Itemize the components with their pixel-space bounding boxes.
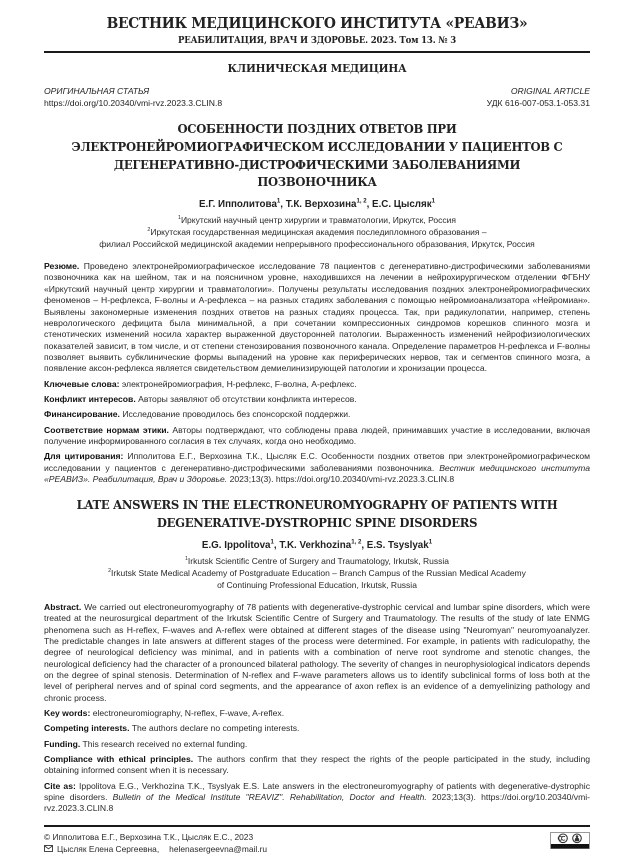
ru-keywords-text: электронейромиография, Н-рефлекс, F-волна, А-рефлекс. — [121, 378, 357, 389]
en-funding — [44, 739, 590, 750]
doi-link[interactable]: https://doi.org/10.20340/vmi-rvz.2023.3.CLIN.8 — [44, 97, 223, 108]
journal-issue-subtitle: РЕАБИЛИТАЦИЯ, ВРАЧ И ЗДОРОВЬЕ. 2023. Том 13. № 3 — [178, 35, 456, 46]
author-affiliation-mark: 1 — [431, 198, 435, 205]
ru-abstract — [44, 261, 590, 374]
affiliation-line: of Continuing Professional Education, Irkutsk, Russia — [217, 579, 417, 590]
envelope-icon — [44, 843, 53, 856]
author-name: E.G. Ippolitova — [201, 539, 271, 551]
ru-ethics — [44, 425, 590, 448]
ru-citation-journal: Вестник медицинского института «РЕАВИЗ». Реабилитация, Врач и Здоровье. — [44, 462, 590, 484]
ru-funding-label: Финансирование. — [44, 409, 120, 420]
ru-paragraphs — [44, 261, 590, 485]
meta-right — [487, 86, 590, 109]
en-compliance — [44, 754, 590, 777]
correspondence-line — [44, 843, 267, 856]
article-type-en: ORIGINAL ARTICLE — [510, 86, 590, 96]
footer-rule — [44, 825, 590, 827]
affiliation-line: $^2$Иркутская государственная медицинская академия последипломного образования – — [147, 227, 487, 237]
author-name: E.S. Tsyslyak — [366, 539, 429, 551]
article-title-en: LATE ANSWERS IN THE ELECTRONEUROMYOGRAPHY OF PATIENTS WITH DEGENERATIVE-DYSTROPHIC SPINE DISORDERS — [76, 498, 558, 530]
correspondent-email[interactable]: helenasergeevna@mail.ru — [169, 844, 268, 855]
en-funding-label: Funding. — [44, 738, 81, 749]
en-compliance-label: Compliance with ethical principles. — [44, 754, 194, 764]
ru-conflict — [44, 394, 590, 405]
ru-conflict-text: Авторы заявляют об отсутствии конфликта интересов. — [138, 393, 357, 404]
en-competing-label: Competing interests. — [44, 723, 130, 734]
en-funding-text: This research received no external funding. — [82, 738, 248, 749]
affiliation-mark: 1 — [178, 215, 181, 222]
en-citation — [44, 781, 590, 815]
article-type-ru: ОРИГИНАЛЬНАЯ СТАТЬЯ — [44, 86, 150, 96]
affiliation-line: $^1$Иркутский научный центр хирургии и травматологии, Иркутск, Россия — [178, 214, 456, 225]
ru-ethics-label: Соответствие нормам этики. — [44, 424, 169, 435]
ru-ethics-text: Авторы подтверждают, что соблюдены права людей, принимавших участие в исследовании, включая получение информированного согласия в тех случаях, когда оно необходимо. — [44, 424, 590, 446]
ru-abstract-label: Резюме. — [44, 261, 80, 272]
affiliation-mark: 2 — [147, 227, 151, 234]
affiliation-line: $^1$Irkutsk Scientific Centre of Surgery and Traumatology, Irkutsk, Russia — [184, 555, 450, 566]
author-affiliation-mark: 1, 2 — [356, 198, 367, 205]
affiliations-en — [44, 555, 590, 591]
author-name: Е.Г. Ипполитова — [199, 198, 277, 210]
footer-text — [44, 831, 267, 856]
english-block — [44, 497, 590, 814]
en-citation-label: Cite as: — [44, 780, 76, 791]
ru-keywords-label: Ключевые слова: — [44, 378, 120, 389]
author-name: T.K. Verkhozina — [279, 539, 352, 551]
author-name: Е.С. Цысляк — [372, 198, 432, 210]
ru-citation-post: 2023;13(3). https://doi.org/10.20340/vmi-rvz.2023.3.CLIN.8 — [229, 473, 455, 484]
authors-en: E.G. Ippolitova$^1$, T.K. Verkhozina$^{1, 2}$, E.S. Tsyslyak$^1$ — [201, 539, 433, 551]
ru-abstract-text: Проведено электронейромиографическое исследование 78 пациентов с дегенеративно-дистрофическими заболеваниями позвоночника как на шейном, так и на поясничном уровне, находившихся на лечении в нейрохирургическом отделении ФГБНУ «Иркутский научный центр хирургии и травматологии». Получены результаты исследования поздних электронейромиографических феноменов – Н-рефлекса, F-волны и А-рефлекса – на разных стадиях заболевания с помощью нейромиоанализатора «Нейромиан». Выявлены закономерные изменения поздних ответов на разных стадиях процесса. Так, при радикулопатии, например, степень неврологического дефицита была минимальной, а при сочетании компрессионных синдромов корешков спинного мозга и стенотических изменений носила характер выраженной двусторонней патологии. Выраженность изменений нейрофизиологических показателей зависит, в том числе, и от степени стенозирования позвоночного канала. Определение параметров Н-рефлекса и F-волны позволяет выявить субклинические формы выпадений на уровне как периферических нервов, так и сегментов спинного мозга, а появление аксон-рефлекса является свидетельством демиелинизирующей патологии и хронизации процесса. — [44, 261, 591, 374]
en-citation-pre: Ippolitova E.G., Verkhozina T.K., Tsyslyak E.S. Late answers in the electroneuromyography of patients with degenerative-dystrophic spine disorders. — [44, 780, 590, 803]
journal-title: ВЕСТНИК МЕДИЦИНСКОГО ИНСТИТУТА «РЕАВИЗ» — [106, 14, 528, 32]
en-keywords — [44, 708, 590, 719]
ru-funding-text: Исследование проводилось без спонсорской поддержки. — [122, 409, 351, 420]
en-compliance-text: The authors confirm that they respect the rights of the people participated in the study, including obtaining informed consent when it is necessary. — [44, 754, 590, 776]
correspondent-name: Цысляк Елена Сергеевна, — [57, 844, 160, 855]
header-rule — [44, 51, 590, 53]
ru-citation-label: Для цитирования: — [44, 451, 124, 462]
udk-code: УДК 616-007-053.1-053.31 — [486, 97, 590, 108]
ru-citation — [44, 451, 590, 485]
affiliation-mark: 2 — [108, 567, 112, 574]
en-abstract — [44, 602, 590, 704]
ru-funding — [44, 409, 590, 420]
affiliation-mark: 1 — [184, 555, 188, 562]
en-competing — [44, 723, 590, 734]
article-meta-row — [44, 86, 590, 109]
author-affiliation-mark: 1 — [270, 539, 274, 546]
page-footer — [44, 825, 590, 856]
en-keywords-text: electroneuromiography, N-reflex, F-wave, A-reflex. — [92, 707, 285, 718]
cc-by-license-badge[interactable] — [550, 832, 590, 854]
author-name: Т.К. Верхозина — [285, 198, 357, 210]
ru-citation-pre: Ипполитова Е.Г., Верхозина Т.К., Цысляк Е.С. Особенности поздних ответов при электронейромиографическом исследовании у пациентов с дегенеративно-дистрофическими заболеваниями позвоночника. — [44, 451, 591, 473]
authors-ru: Е.Г. Ипполитова$^1$, Т.К. Верхозина$^{1, 2}$, Е.С. Цысляк$^1$ — [199, 198, 435, 210]
affiliation-line: $^2$Irkutsk State Medical Academy of Postgraduate Education – Branch Campus of the Russian Medical Academy — [108, 567, 526, 578]
en-citation-journal: Bulletin of the Medical Institute "REAVIZ". Rehabilitation, Doctor and Health. — [112, 792, 427, 803]
ru-conflict-label: Конфликт интересов. — [44, 393, 136, 404]
article-title-ru: ОСОБЕННОСТИ ПОЗДНИХ ОТВЕТОВ ПРИ ЭЛЕКТРОНЕЙРОМИОГРАФИЧЕСКОМ ИССЛЕДОВАНИИ У ПАЦИЕНТОВ С ДЕГЕНЕРАТИВНО-ДИСТРОФИЧЕСКИМИ ЗАБОЛЕВАНИЯМИ ПОЗВОНОЧНИКА — [71, 122, 563, 190]
en-competing-text: The authors declare no competing interests. — [131, 723, 300, 734]
author-affiliation-mark: 1 — [428, 539, 433, 546]
copyright-line: © Ипполитова Е.Г., Верхозина Т.К., Цысляк Е.С., 2023 — [44, 831, 254, 842]
journal-section-title: КЛИНИЧЕСКАЯ МЕДИЦИНА — [227, 61, 407, 75]
en-citation-post: 2023;13(3). https://doi.org/10.20340/vmi-rvz.2023.3.CLIN.8 — [44, 792, 590, 814]
affiliations-ru — [44, 214, 590, 250]
en-keywords-label: Key words: — [44, 707, 91, 718]
author-affiliation-mark: 1 — [276, 198, 281, 205]
author-affiliation-mark: 1, 2 — [351, 539, 362, 546]
en-abstract-text: We carried out electroneuromyography of 78 patients with degenerative-dystrophic cervical and lumbar spine disorders, which were treated at the neurosurgical department of the Irkutsk Scientific Centre of Surgery and Traumatology. The results of the study of late ENMG phenomena such as H-reflex, F-waves and A-reflex were obtained at different stages of the disease using "Neuromyan" neuromyoanalyzer. The predictable changes in late answers at different stages of the process were determined. For example, in patients with radiculopathy, the degree of neurological deficiency was minimal, and in patients with a combination of nerve root syndrome and stenotic changes, the neurological deficiency had the character of a pronounced bilateral pathology. The severity of changes in neurophysiological indicators depends on the degree of spinal stenosis. Determination of N-reflex and F-wave parameters allows us to identify subclinical forms of loss both at the level of peripheral nerves and of spinal cord segments, and the appearance of axon reflex is an evidence of a demyelinizing pathology and chronic process. — [44, 601, 590, 703]
en-abstract-label: Abstract. — [44, 601, 82, 612]
en-paragraphs — [44, 602, 590, 815]
meta-left — [44, 86, 222, 109]
affiliation-line: филиал Российской медицинской академии непрерывного профессионального образования, Иркутск, Россия — [99, 239, 535, 250]
ru-keywords — [44, 379, 590, 390]
